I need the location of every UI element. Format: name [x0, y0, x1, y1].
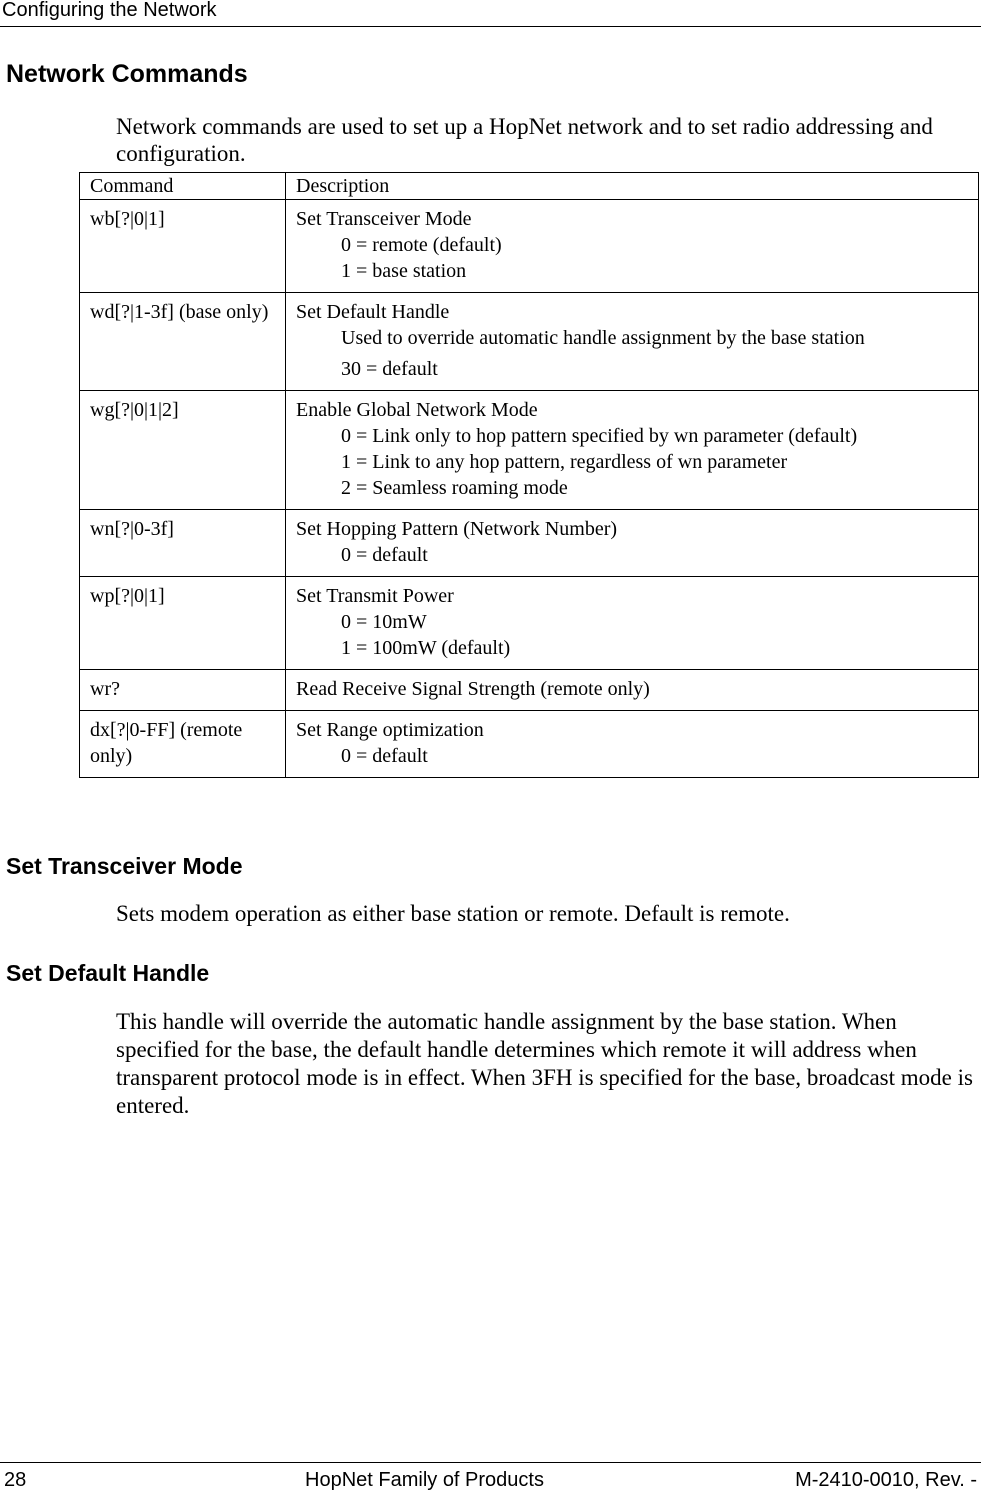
description-line: 1 = 100mW (default)	[341, 637, 511, 659]
running-header-title: Configuring the Network	[2, 0, 217, 21]
column-header-command: Command	[80, 173, 286, 200]
description-line: 0 = Link only to hop pattern specified by wn parameter (default)	[341, 425, 858, 447]
description-title: Read Receive Signal Strength (remote only)	[296, 678, 650, 700]
table-row	[80, 200, 979, 293]
command-cell: wr?	[80, 670, 286, 711]
description-cell	[286, 577, 979, 670]
table-row	[80, 670, 979, 711]
description-cell	[286, 670, 979, 711]
table-row	[80, 510, 979, 577]
section-intro: Network commands are used to set up a HopNet network and to set radio addressing and configuration.	[116, 114, 933, 166]
description-cell	[286, 510, 979, 577]
subsection-body-handle: This handle will override the automatic handle assignment by the base station. When specified for the base, the default handle determines which remote it will address when transparent protocol mode is in effect. When 3FH is specified for the base, broadcast mode is entered.	[116, 1009, 973, 1118]
description-line: 30 = default	[341, 358, 438, 380]
description-line: 0 = 10mW	[341, 611, 427, 633]
description-line: 1 = base station	[341, 260, 467, 282]
document-number: M-2410-0010, Rev. -	[795, 1469, 977, 1491]
table-row	[80, 391, 979, 510]
running-header	[0, 0, 981, 27]
description-title: Set Range optimization	[296, 719, 484, 741]
command-cell: wn[?|0-3f]	[80, 510, 286, 577]
description-title: Set Hopping Pattern (Network Number)	[296, 518, 618, 540]
section-title: Network Commands	[6, 60, 248, 88]
description-title: Set Transceiver Mode	[296, 208, 472, 230]
running-footer	[0, 1462, 981, 1495]
description-line: Used to override automatic handle assignment by the base station	[341, 327, 865, 349]
command-cell: wp[?|0|1]	[80, 577, 286, 670]
description-title: Set Transmit Power	[296, 585, 454, 607]
column-header-description: Description	[286, 173, 979, 200]
commands-table	[79, 172, 979, 778]
command-cell: dx[?|0-FF] (remote only)	[80, 711, 286, 778]
page-number: 28	[4, 1469, 27, 1491]
description-cell	[286, 711, 979, 778]
command-cell: wg[?|0|1|2]	[80, 391, 286, 510]
subsection-title-handle: Set Default Handle	[6, 960, 210, 986]
command-cell: wd[?|1-3f] (base only)	[80, 293, 286, 391]
description-title: Enable Global Network Mode	[296, 399, 538, 421]
table-row	[80, 293, 979, 391]
description-title: Set Default Handle	[296, 301, 450, 323]
table-row	[80, 711, 979, 778]
description-line: 2 = Seamless roaming mode	[341, 477, 568, 499]
table-header-row	[80, 173, 979, 200]
description-cell	[286, 293, 979, 391]
description-line: 0 = default	[341, 745, 428, 767]
description-line: 0 = default	[341, 544, 428, 566]
command-cell: wb[?|0|1]	[80, 200, 286, 293]
description-cell	[286, 200, 979, 293]
description-line: 0 = remote (default)	[341, 234, 502, 256]
subsection-body-transceiver: Sets modem operation as either base station or remote. Default is remote.	[116, 901, 790, 926]
description-line: 1 = Link to any hop pattern, regardless of wn parameter	[341, 451, 788, 473]
product-name: HopNet Family of Products	[305, 1469, 544, 1491]
description-cell	[286, 391, 979, 510]
subsection-title-transceiver: Set Transceiver Mode	[6, 853, 243, 879]
table-row	[80, 577, 979, 670]
